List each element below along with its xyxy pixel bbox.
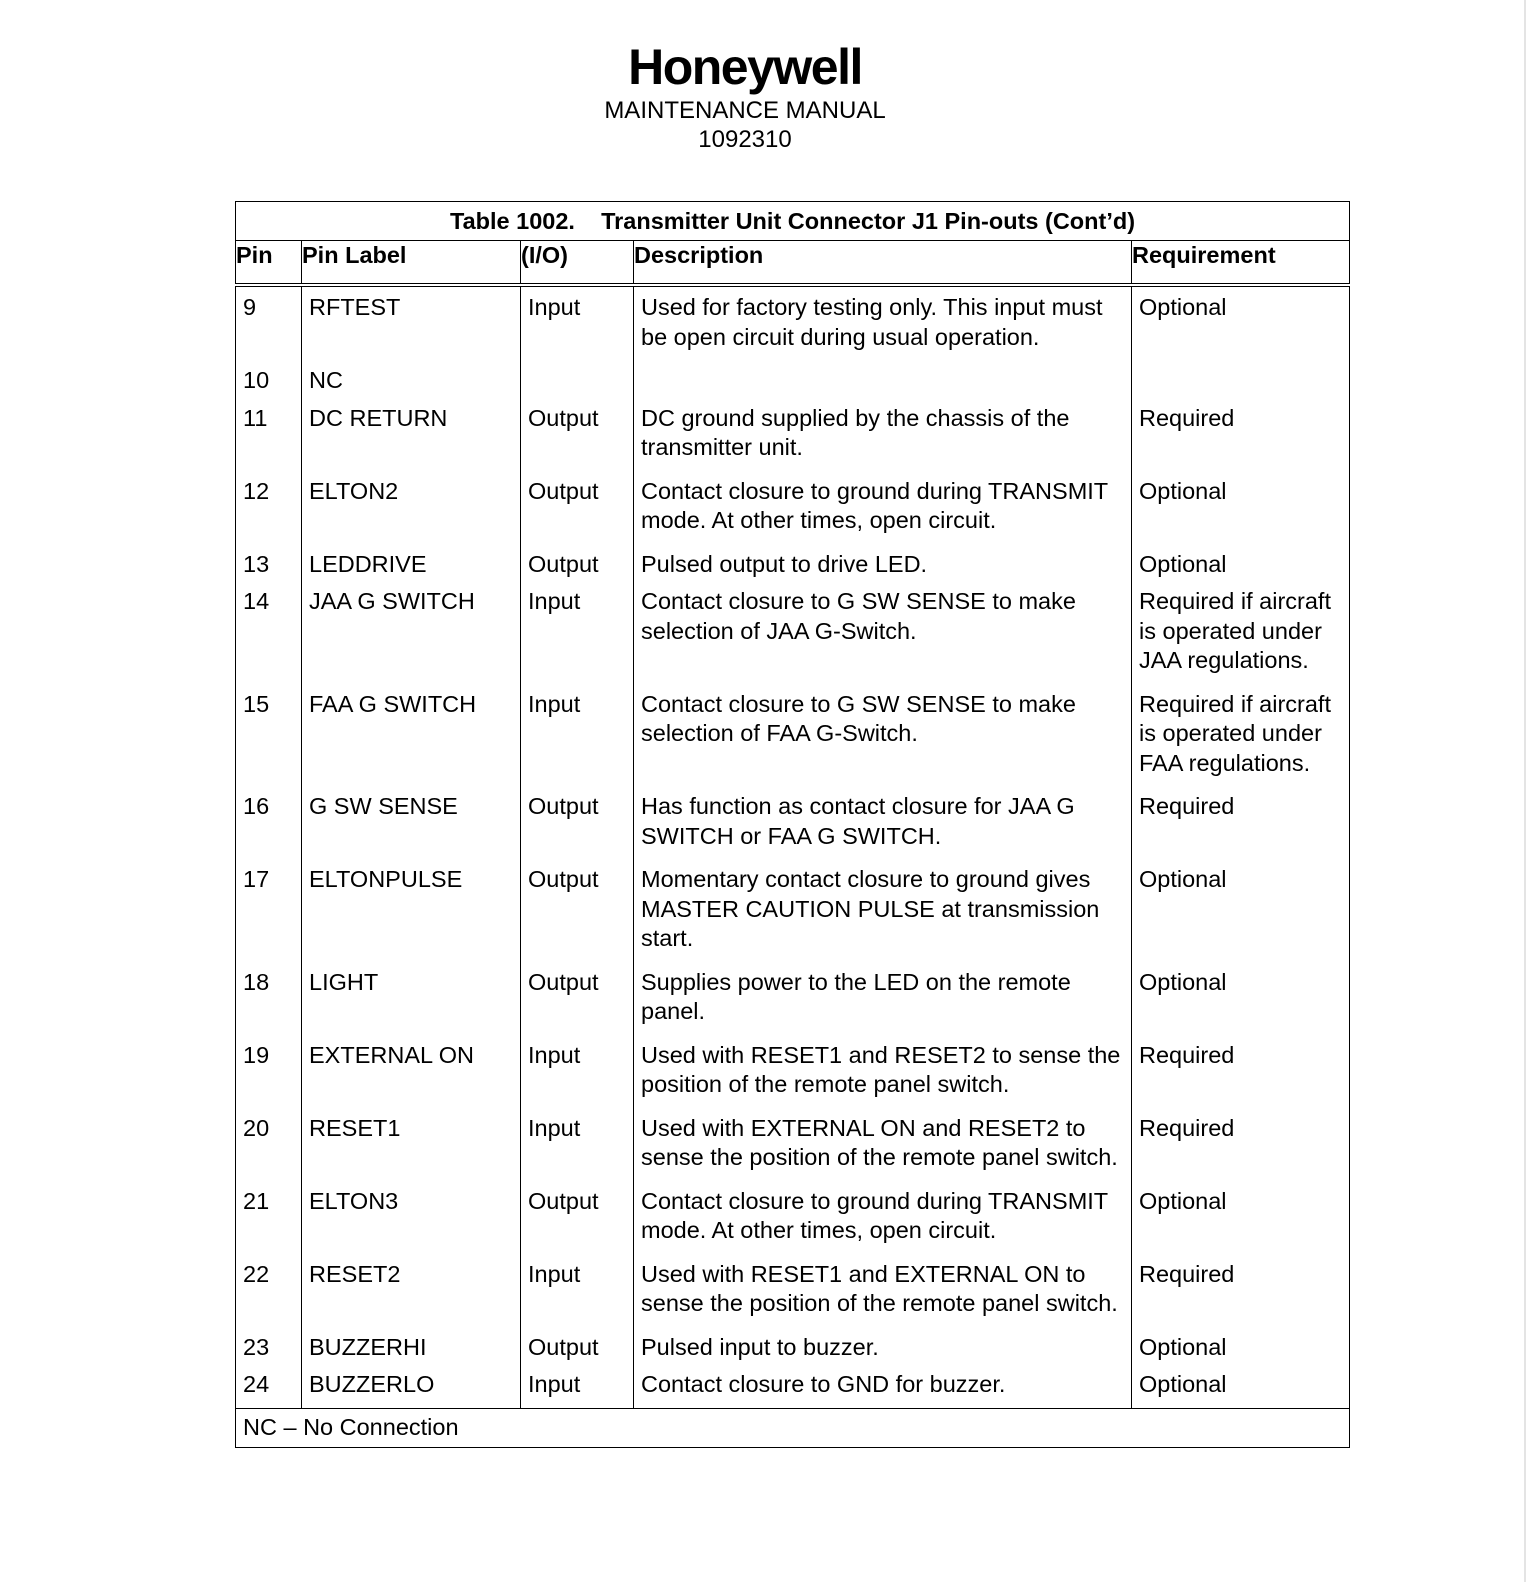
requirement-cell: Required [1132,1035,1350,1108]
description-cell: Used with RESET1 and EXTERNAL ON to sense the position of the remote panel switch. [634,1254,1132,1327]
pin-cell: 22 [236,1254,302,1327]
io-cell: Output [521,471,634,544]
column-header-io: (I/O) [521,241,634,286]
pin-cell: 23 [236,1327,302,1365]
pin-label-cell: ELTON3 [302,1181,521,1254]
manual-number: 1092310 [698,126,792,153]
io-cell [521,360,634,398]
table-row [236,859,1350,962]
io-cell: Input [521,1035,634,1108]
table-row [236,360,1350,398]
pin-label-cell: BUZZERHI [302,1327,521,1365]
requirement-cell: Optional [1132,1181,1350,1254]
pin-label-cell: FAA G SWITCH [302,684,521,787]
description-cell: Pulsed input to buzzer. [634,1327,1132,1365]
honeywell-logo: Honeywell [628,39,862,95]
table-header-row [236,241,1350,286]
description-cell [634,360,1132,398]
page-edge-line [1524,0,1526,1582]
table-title: Table 1002. Transmitter Unit Connector J1 Pin-outs (Cont’d) [236,202,1350,241]
description-cell: Contact closure to G SW SENSE to make selection of JAA G-Switch. [634,581,1132,684]
pin-cell: 14 [236,581,302,684]
io-cell: Output [521,1181,634,1254]
requirement-cell: Required if aircraft is operated under JAA regulations. [1132,581,1350,684]
pin-cell: 24 [236,1364,302,1408]
table-row [236,285,1350,360]
io-cell: Input [521,1254,634,1327]
pin-label-cell: LIGHT [302,962,521,1035]
description-cell: Contact closure to G SW SENSE to make selection of FAA G-Switch. [634,684,1132,787]
table-footnote: NC – No Connection [236,1408,1350,1447]
column-header-pin: Pin [236,241,302,286]
requirement-cell [1132,360,1350,398]
description-cell: Supplies power to the LED on the remote panel. [634,962,1132,1035]
requirement-cell: Required [1132,1254,1350,1327]
io-cell: Input [521,1364,634,1408]
io-cell: Input [521,285,634,360]
manual-title: MAINTENANCE MANUAL [604,97,886,124]
description-cell: Pulsed output to drive LED. [634,544,1132,582]
requirement-cell: Optional [1132,285,1350,360]
table-body [236,285,1350,1408]
table-row [236,544,1350,582]
table-row [236,1108,1350,1181]
pin-label-cell: ELTON2 [302,471,521,544]
pin-cell: 13 [236,544,302,582]
pin-label-cell: RESET2 [302,1254,521,1327]
pin-cell: 11 [236,398,302,471]
io-cell: Output [521,544,634,582]
table-row [236,962,1350,1035]
table-row [236,1181,1350,1254]
description-cell: Contact closure to ground during TRANSMIT mode. At other times, open circuit. [634,471,1132,544]
io-cell: Output [521,1327,634,1365]
requirement-cell: Required [1132,1108,1350,1181]
pin-cell: 21 [236,1181,302,1254]
pin-cell: 16 [236,786,302,859]
table-row [236,1035,1350,1108]
pin-label-cell: EXTERNAL ON [302,1035,521,1108]
pin-label-cell: NC [302,360,521,398]
pin-cell: 10 [236,360,302,398]
description-cell: Has function as contact closure for JAA G SWITCH or FAA G SWITCH. [634,786,1132,859]
table-row [236,398,1350,471]
requirement-cell: Optional [1132,1364,1350,1408]
pin-label-cell: JAA G SWITCH [302,581,521,684]
column-header-requirement: Requirement [1132,241,1350,286]
description-cell: Contact closure to ground during TRANSMIT mode. At other times, open circuit. [634,1181,1132,1254]
pin-label-cell: DC RETURN [302,398,521,471]
pin-cell: 15 [236,684,302,787]
pin-cell: 19 [236,1035,302,1108]
io-cell: Input [521,684,634,787]
requirement-cell: Optional [1132,544,1350,582]
requirement-cell: Optional [1132,859,1350,962]
pin-cell: 18 [236,962,302,1035]
pin-cell: 17 [236,859,302,962]
column-header-description: Description [634,241,1132,286]
pinout-table [235,201,1350,1448]
requirement-cell: Optional [1132,1327,1350,1365]
pin-label-cell: RESET1 [302,1108,521,1181]
pin-label-cell: LEDDRIVE [302,544,521,582]
io-cell: Output [521,786,634,859]
io-cell: Output [521,962,634,1035]
table-row [236,1254,1350,1327]
requirement-cell: Optional [1132,962,1350,1035]
table-row [236,684,1350,787]
table-row [236,471,1350,544]
table-row [236,581,1350,684]
description-cell: Used for factory testing only. This input must be open circuit during usual operation. [634,285,1132,360]
pin-cell: 9 [236,285,302,360]
pin-label-cell: RFTEST [302,285,521,360]
requirement-cell: Required [1132,398,1350,471]
pin-label-cell: BUZZERLO [302,1364,521,1408]
pin-label-cell: G SW SENSE [302,786,521,859]
pin-cell: 12 [236,471,302,544]
description-cell: DC ground supplied by the chassis of the transmitter unit. [634,398,1132,471]
table-row [236,1364,1350,1408]
io-cell: Output [521,859,634,962]
pin-label-cell: ELTONPULSE [302,859,521,962]
io-cell: Output [521,398,634,471]
pin-cell: 20 [236,1108,302,1181]
description-cell: Used with RESET1 and RESET2 to sense the position of the remote panel switch. [634,1035,1132,1108]
document-header [0,38,1490,154]
column-header-pin-label: Pin Label [302,241,521,286]
description-cell: Contact closure to GND for buzzer. [634,1364,1132,1408]
requirement-cell: Optional [1132,471,1350,544]
io-cell: Input [521,581,634,684]
io-cell: Input [521,1108,634,1181]
table-row [236,1327,1350,1365]
requirement-cell: Required if aircraft is operated under FAA regulations. [1132,684,1350,787]
description-cell: Used with EXTERNAL ON and RESET2 to sense the position of the remote panel switch. [634,1108,1132,1181]
table-row [236,786,1350,859]
description-cell: Momentary contact closure to ground gives MASTER CAUTION PULSE at transmission start. [634,859,1132,962]
requirement-cell: Required [1132,786,1350,859]
